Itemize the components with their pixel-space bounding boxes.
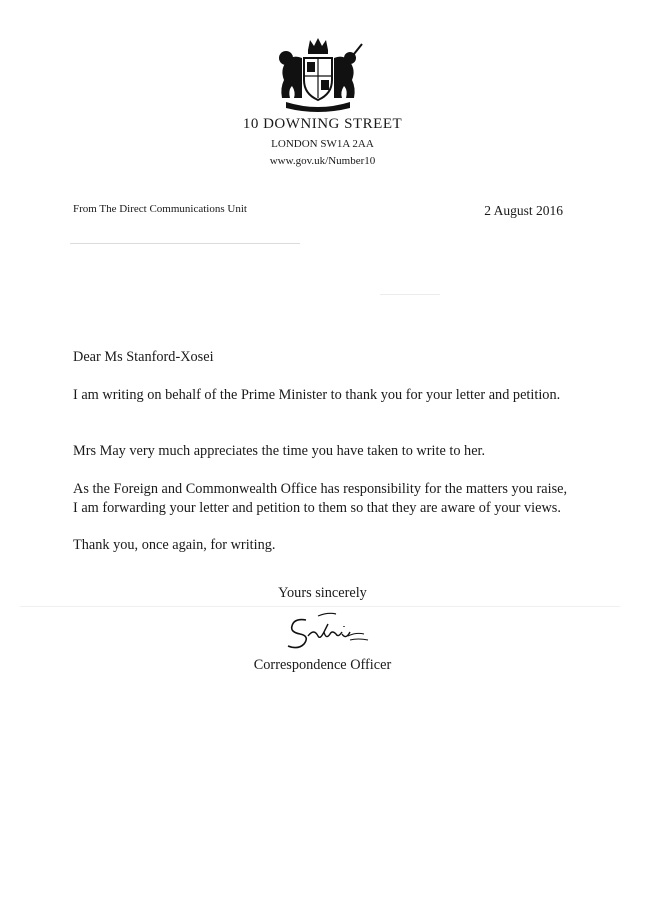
valediction: Yours sincerely	[278, 585, 367, 601]
handwritten-signature-icon	[284, 610, 374, 652]
body-paragraph: As the Foreign and Commonwealth Office has responsibility for the matters you raise, I am forwarding your letter and petition to them so that they are aware of your views.	[73, 481, 568, 516]
letterhead-website: www.gov.uk/Number10	[269, 155, 376, 167]
scan-artifact-line	[20, 606, 620, 607]
scan-artifact-line	[380, 294, 440, 295]
letterhead-title: 10 DOWNING STREET	[242, 116, 403, 132]
scan-artifact-line	[70, 243, 300, 244]
sender-unit: From The Direct Communications Unit	[73, 203, 247, 215]
letterhead-address: LONDON SW1A 2AA	[271, 138, 374, 150]
signatory-role: Correspondence Officer	[253, 657, 392, 673]
royal-coat-of-arms-icon	[272, 36, 364, 112]
body-paragraph: Mrs May very much appreciates the time you have taken to write to her.	[73, 443, 486, 459]
salutation: Dear Ms Stanford-Xosei	[73, 349, 214, 365]
body-paragraph: I am writing on behalf of the Prime Minister to thank you for your letter and petition.	[73, 387, 561, 403]
body-paragraph: Thank you, once again, for writing.	[73, 537, 276, 553]
letter-date: 2 August 2016	[484, 203, 563, 218]
